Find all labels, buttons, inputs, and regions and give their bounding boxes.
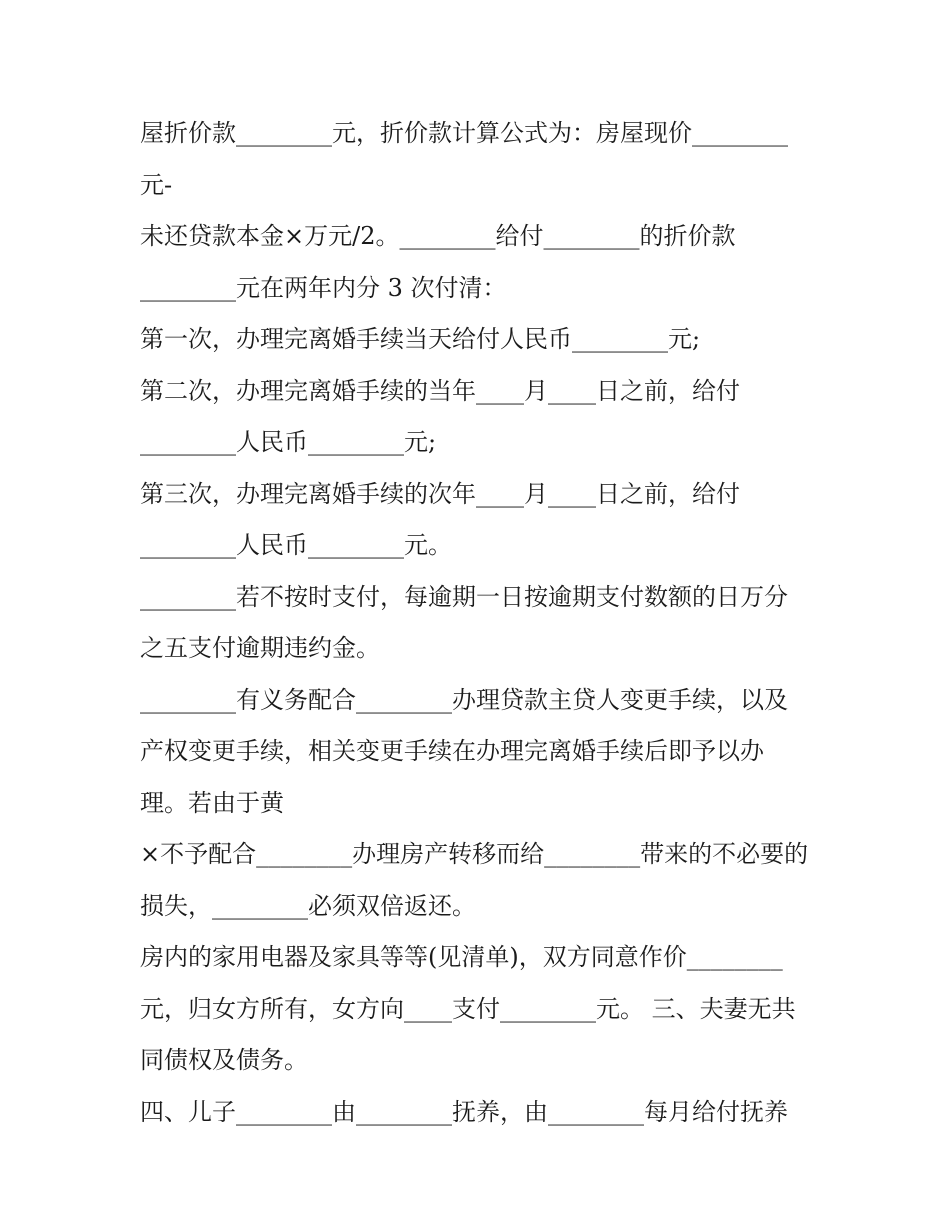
text-line: 之五支付逾期违约金。 [140,634,380,662]
text-line: 元- [140,170,173,199]
text-line: 屋折价款________元，折价款计算公式为：房屋现价________ [140,119,788,147]
text-line: ________元在两年内分 3 次付清： [140,273,507,302]
text-line: 未还贷款本金×万元/2。________给付________的折价款 [140,222,736,250]
text-line: 损失，________必须双倍返还。 [140,891,476,920]
text-line: 第一次，办理完离婚手续当天给付人民币________元; [140,325,701,353]
text-line: ×不予配合________办理房产转移而给________带来的不必要的 [140,840,809,868]
text-line: 元，归女方所有，女方向____支付________元。 三、夫妻无共 [140,994,796,1023]
text-line: 房内的家用电器及家具等等(见清单)，双方同意作价________ [140,943,783,971]
text-line: ________人民币________元; [140,428,437,456]
text-line: 理。若由于黄 [140,788,284,817]
text-line: 第三次，办理完离婚手续的次年____月____日之前，给付 [140,479,740,508]
text-line: ________若不按时支付，每逾期一日按逾期支付数额的日万分 [140,582,788,611]
text-line: 四、儿子________由________抚养，由________每月给付抚养 [140,1097,788,1126]
text-line: 同债权及债务。 [140,1046,308,1074]
text-line: 产权变更手续，相关变更手续在办理完离婚手续后即予以办 [140,737,764,765]
document-body [140,108,820,1138]
text-line: 第二次，办理完离婚手续的当年____月____日之前，给付 [140,376,740,405]
text-line: ________有义务配合________办理贷款主贷人变更手续，以及 [140,685,788,714]
text-line: ________人民币________元。 [140,531,452,559]
